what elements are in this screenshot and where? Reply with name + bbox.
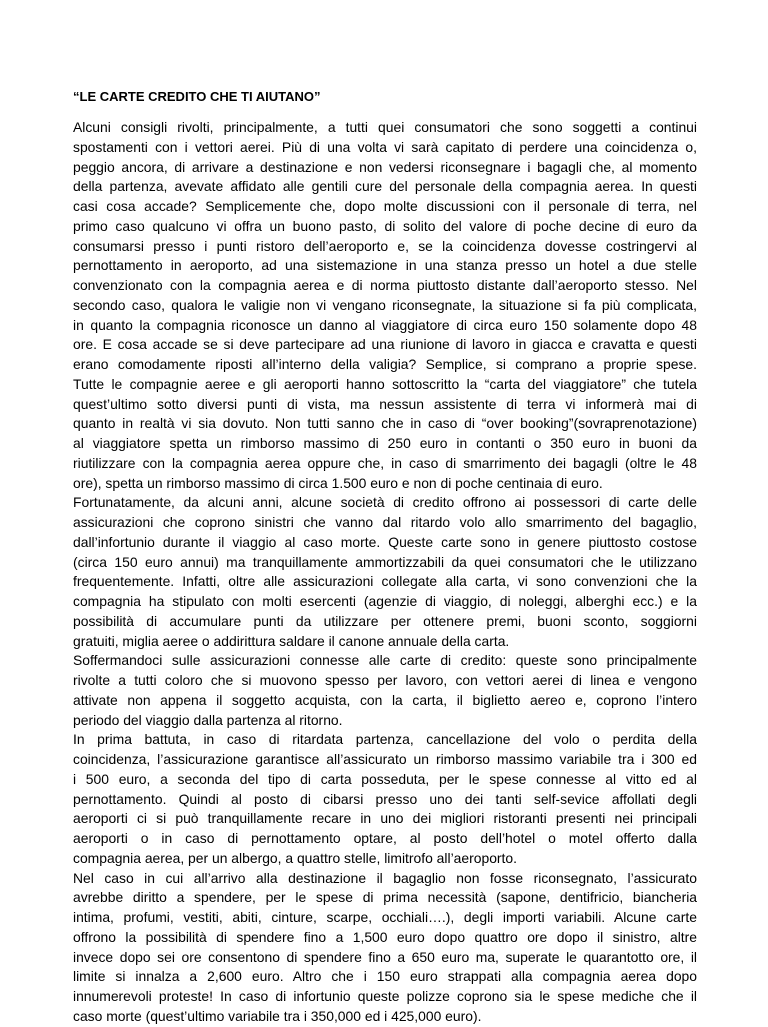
body-line: periodo del viaggio dalla partenza al ritorno. — [73, 711, 343, 728]
body-line: caso morte (quest’ultimo variabile tra i 350,000 ed i 425,000 euro). — [73, 1007, 482, 1024]
document-title: “LE CARTE CREDITO CHE TI AIUTANO” — [73, 89, 321, 104]
body-line: coincidenza, l’assicurazione garantisce all’assicurato un rimborso massimo variabile tra i 300 ed — [73, 751, 697, 767]
body-line: gratuiti, miglia aeree o addirittura saldare il canone annuale della carta. — [73, 632, 510, 649]
body-line: ore. E cosa accade se si deve partecipare ad una riunione di lavoro in giacca e cravatta e questi — [73, 336, 697, 353]
body-line: pernottamento in aeroporto, ad una sistemazione in una stanza presso un hotel a due stelle — [73, 257, 697, 274]
body-line: (circa 150 euro annui) ma tranquillamente ammortizzabili da quei consumatori che le utilizzano — [73, 553, 697, 570]
body-line: avrebbe diritto a spendere, per le spese di prima necessità (sapone, dentifricio, biancheria — [73, 889, 697, 906]
body-line: Soffermandoci sulle assicurazioni connesse alle carte di credito: queste sono principalmente — [73, 652, 697, 669]
body-line: primo caso qualcuno vi offra un buono pasto, di solito del valore di poche decine di euro da — [73, 217, 697, 234]
body-line: erano comodamente riposti all’interno della valigia? Semplice, si comprano a proprie spese. — [73, 356, 697, 372]
body-line: consumarsi presso i punti ristoro dell’aeroporto e, se la coincidenza dovesse costringervi al — [73, 237, 697, 254]
body-line: al viaggiatore spetta un rimborso massimo di 250 euro in contanti o 350 euro in buoni da — [73, 435, 697, 451]
body-line: Fortunatamente, da alcuni anni, alcune società di credito offrono ai possessori di carte delle — [73, 494, 697, 511]
body-line: i 500 euro, a seconda del tipo di carta posseduta, per le spese connesse al vitto ed al — [73, 770, 697, 787]
body-line: convenzionato con la compagnia aerea e di norma piuttosto distante dall’aeroporto stesso. Nel — [73, 277, 697, 293]
body-line: innumerevoli proteste! In caso di infortunio queste polizze coprono sia le spese mediche che il — [73, 988, 697, 1004]
body-line: possibilità di accumulare punti da utilizzare per ottenere premi, buoni sconto, soggiorni — [73, 612, 697, 629]
body-line: compagnia aerea, per un albergo, a quattro stelle, limitrofo all’aeroporto. — [73, 849, 517, 866]
body-line: limite si innalza a 2,600 euro. Altro che i 150 euro strappati alla compagnia aerea dopo — [73, 968, 697, 985]
body-line: intima, profumi, vestiti, abiti, cinture, scarpe, occhiali….), degli importi variabili. Alcune carte — [73, 909, 697, 925]
body-line: della partenza, avevate affidato alle gentili cure del personale della compagnia aerea. In questi — [73, 178, 697, 195]
body-line: in quanto la compagnia riconosce un danno al viaggiatore di circa euro 150 solamente dopo 48 — [73, 316, 697, 333]
body-line: In prima battuta, in caso di ritardata partenza, cancellazione del volo o perdita della — [73, 731, 697, 748]
body-line: quanto in realtà vi sia dovuto. Non tutti sanno che in caso di “over booking”(sovraprenotazione) — [73, 415, 697, 432]
body-line: invece dopo sei ore consentono di spendere fino a 650 euro ma, superate le quarantotto ore, il — [73, 948, 697, 965]
body-line: rivolte a tutti coloro che si muovono spesso per lavoro, con vettori aerei di linea e vengono — [73, 672, 697, 688]
body-line: Tutte le compagnie aeree e gli aeroporti hanno sottoscritto la “carta del viaggiatore” che tutela — [73, 375, 697, 392]
body-line: riutilizzare con la compagnia aerea oppure che, in caso di smarrimento dei bagagli (oltre le 48 — [73, 454, 697, 471]
body-line: casi cosa accade? Semplicemente che, dopo molte discussioni con il personale di terra, nel — [73, 198, 697, 214]
body-line: compagnia ha stipulato con molti esercenti (agenzie di viaggio, di noleggi, alberghi ecc.) e la — [73, 593, 697, 609]
body-line: spostamenti con i vettori aerei. Più di una volta vi sarà capitato di perdere una coincidenza o, — [73, 138, 697, 155]
body-line: attivate non appena il soggetto acquista, con la carta, il biglietto aereo e, coprono l’intero — [73, 691, 697, 708]
body-line: peggio ancora, di arrivare a destinazione e non vedersi riconsegnare i bagagli che, al momento — [73, 158, 697, 175]
body-line: secondo caso, qualora le valigie non vi vengano riconsegnate, la situazione si fa più complicata, — [73, 296, 697, 313]
body-line: Alcuni consigli rivolti, principalmente, a tutti quei consumatori che sono soggetti a continui — [73, 119, 697, 135]
body-line: assicurazioni che coprono sinistri che vanno dal ritardo volo allo smarrimento del bagaglio, — [73, 514, 697, 530]
body-line: ore), spetta un rimborso massimo di circa 1.500 euro e non di poche centinaia di euro. — [73, 474, 603, 491]
body-line: frequentemente. Infatti, oltre alle assicurazioni collegate alla carta, vi sono convenzioni che la — [73, 573, 697, 590]
body-line: aeroporti ci si può tranquillamente recare in uno dei migliori ristoranti presenti nei principali — [73, 810, 697, 827]
body-line: offrono la possibilità di spendere fino a 1,500 euro dopo quattro ore dopo il sinistro, altre — [73, 928, 697, 945]
body-line: quest’ultimo sotto diversi punti di vista, ma nessun assistente di terra vi informerà mai di — [73, 395, 697, 412]
body-line: dall’infortunio durante il viaggio al caso morte. Queste carte sono in genere piuttosto costose — [73, 533, 697, 550]
body-line: Nel caso in cui all’arrivo alla destinazione il bagaglio non fosse riconsegnato, l’assicurato — [73, 869, 697, 886]
document-body — [73, 118, 697, 1027]
body-line: pernottamento. Quindi al posto di cibarsi presso uno dei tanti self-sevice affollati degli — [73, 790, 697, 807]
body-line: aeroporti o in caso di pernottamento optare, al posto dell’hotel o motel offerto dalla — [73, 830, 697, 846]
